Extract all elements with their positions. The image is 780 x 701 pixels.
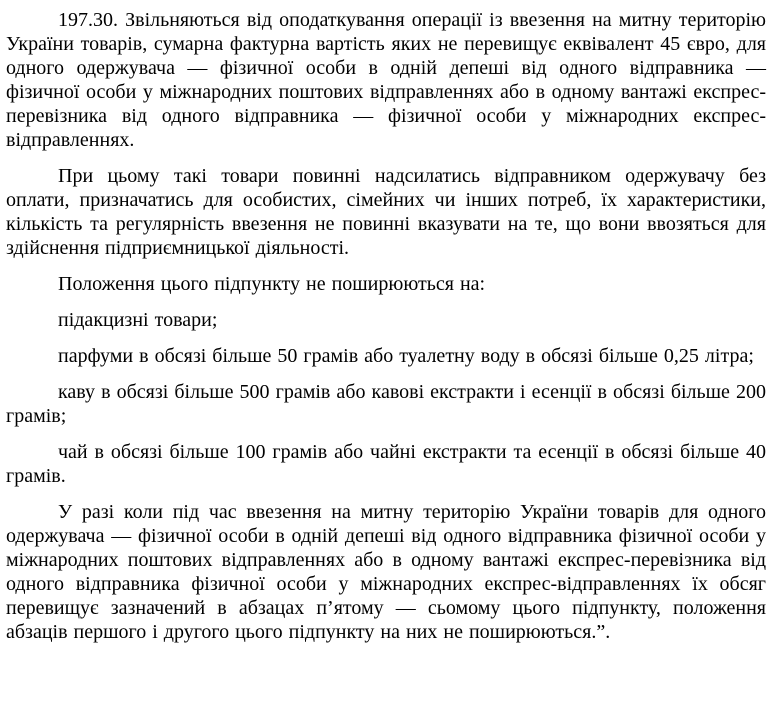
paragraph-conditions: При цьому такі товари повинні надсилатись відправником одержувачу без оплати, призначатись для особистих, сімейних чи інших потреб, їх характеристики, кількість та регулярність ввезення не повинні вказувати на те, що вони ввозяться для здійснення підприємницької діяльності. — [6, 165, 766, 259]
paragraph-exemption-intro: 197.30. Звільняються від оподаткування операції із ввезення на митну територію України товарів, сумарна фактурна вартість яких не перевищує еквівалент 45 євро, для одного одержувача — фізичної особи в одній депеші від одного відправника — фізичної особи у міжнародних поштових відправленнях або в одному вантажі експрес-перевізника від одного відправника — фізичної особи у міжнародних експрес-відправленнях. — [6, 9, 766, 151]
paragraph-exclusions-intro: Положення цього підпункту не поширюються на: — [58, 273, 486, 295]
list-item-excise-goods: підакцизні товари; — [58, 309, 218, 331]
list-item-perfume: парфуми в обсязі більше 50 грамів або туалетну воду в обсязі більше 0,25 літра; — [58, 345, 754, 367]
list-item-coffee: каву в обсязі більше 500 грамів або кавові екстракти і есенції в обсязі більше 200 грамів; — [6, 381, 766, 427]
paragraph-excess-volume-rule: У разі коли під час ввезення на митну територію України товарів для одного одержувача — фізичної особи в одній депеші від одного відправника фізичної особи у міжнародних поштових відправленнях або в одному вантажі експрес-перевізника від одного відправника фізичної особи у міжнародних експрес-відправленнях їх обсяг перевищує зазначений в абзацах п’ятому — сьомому цього підпункту, положення абзаців першого і другого цього підпункту на них не поширюються.”. — [6, 501, 766, 643]
list-item-tea: чай в обсязі більше 100 грамів або чайні екстракти та есенції в обсязі більше 40 грамів. — [6, 441, 766, 487]
